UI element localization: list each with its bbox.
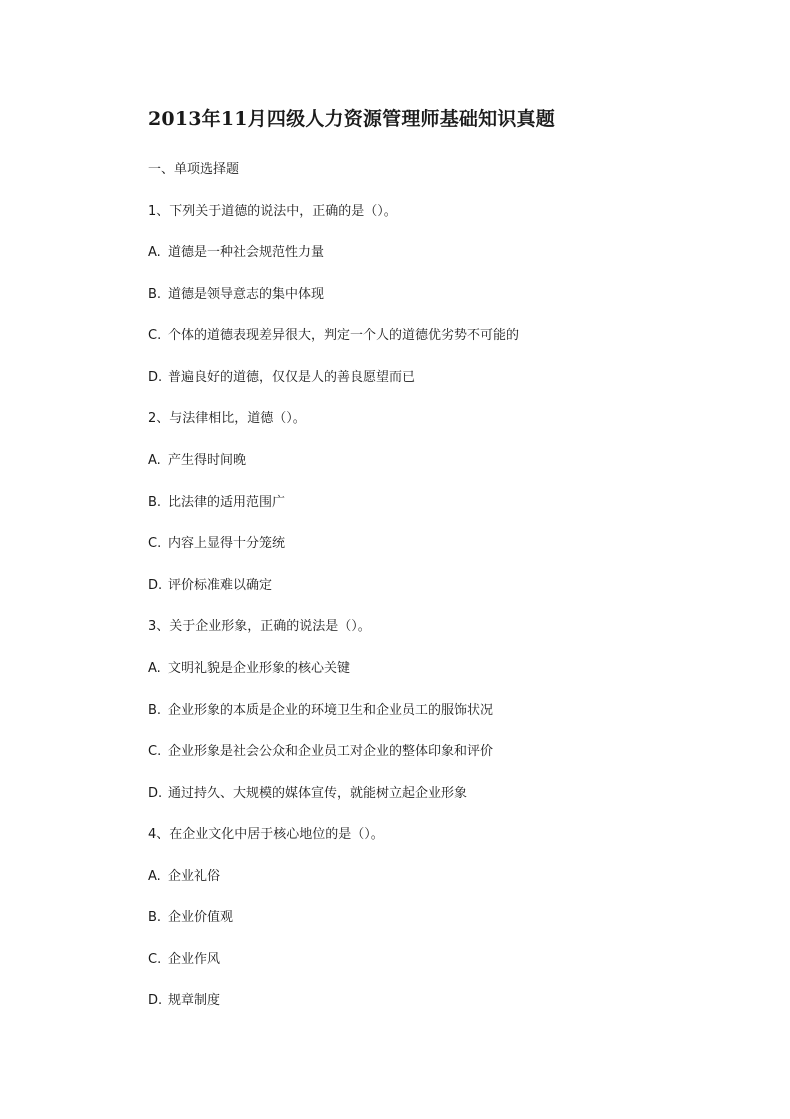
option-letter: D.	[148, 786, 163, 801]
option-text: 企业作风	[168, 952, 221, 967]
option-letter: C.	[148, 952, 162, 967]
option-text: 企业形象是社会公众和企业员工对企业的整体印象和评价	[168, 744, 494, 759]
option-row	[148, 786, 467, 802]
option-row	[148, 536, 285, 552]
option-text: 文明礼貌是企业形象的核心关键	[168, 661, 351, 676]
option-row	[148, 453, 246, 469]
option-row	[148, 578, 272, 594]
option-row	[148, 370, 415, 386]
option-letter: C.	[148, 328, 162, 343]
option-text: 通过持久、大规模的媒体宣传，就能树立起企业形象	[168, 786, 468, 801]
option-row	[148, 952, 220, 968]
option-letter: B.	[148, 495, 162, 510]
option-text: 普遍良好的道德，仅仅是人的善良愿望而已	[168, 370, 416, 385]
option-text: 企业礼俗	[168, 869, 221, 884]
option-text: 评价标准难以确定	[168, 578, 273, 593]
option-text: 道德是领导意志的集中体现	[168, 287, 325, 302]
option-text: 企业形象的本质是企业的环境卫生和企业员工的服饰状况	[168, 703, 494, 718]
option-letter: D.	[148, 370, 163, 385]
option-letter: C.	[148, 536, 162, 551]
page-title: 2013年11月四级人力资源管理师基础知识真题	[148, 108, 555, 130]
option-letter: A.	[148, 453, 161, 468]
option-text: 产生得时间晚	[168, 453, 247, 468]
option-row	[148, 328, 519, 344]
option-text: 比法律的适用范围广	[168, 495, 286, 510]
option-letter: B.	[148, 287, 162, 302]
option-row	[148, 495, 285, 511]
section-heading: 一、单项选择题	[148, 162, 240, 177]
option-text: 企业价值观	[168, 910, 234, 925]
option-row	[148, 287, 324, 303]
option-letter: A.	[148, 869, 161, 884]
option-row	[148, 703, 493, 719]
option-text: 道德是一种社会规范性力量	[168, 245, 325, 260]
question-stem: 4、在企业文化中居于核心地位的是（）。	[148, 827, 384, 842]
option-row	[148, 910, 233, 926]
option-text: 内容上显得十分笼统	[168, 536, 286, 551]
option-row	[148, 744, 493, 760]
option-letter: B.	[148, 910, 162, 925]
option-letter: A.	[148, 245, 161, 260]
question-stem: 2、与法律相比，道德（）。	[148, 411, 306, 426]
question-stem: 1、下列关于道德的说法中，正确的是（）。	[148, 204, 397, 219]
option-letter: D.	[148, 578, 163, 593]
option-row	[148, 661, 350, 677]
option-letter: D.	[148, 993, 163, 1008]
option-letter: A.	[148, 661, 161, 676]
option-text: 个体的道德表现差异很大，判定一个人的道德优劣势不可能的	[168, 328, 520, 343]
option-text: 规章制度	[168, 993, 221, 1008]
option-row	[148, 245, 324, 261]
option-row	[148, 993, 220, 1009]
option-letter: C.	[148, 744, 162, 759]
option-letter: B.	[148, 703, 162, 718]
option-row	[148, 869, 220, 885]
question-stem: 3、关于企业形象，正确的说法是（）。	[148, 619, 371, 634]
